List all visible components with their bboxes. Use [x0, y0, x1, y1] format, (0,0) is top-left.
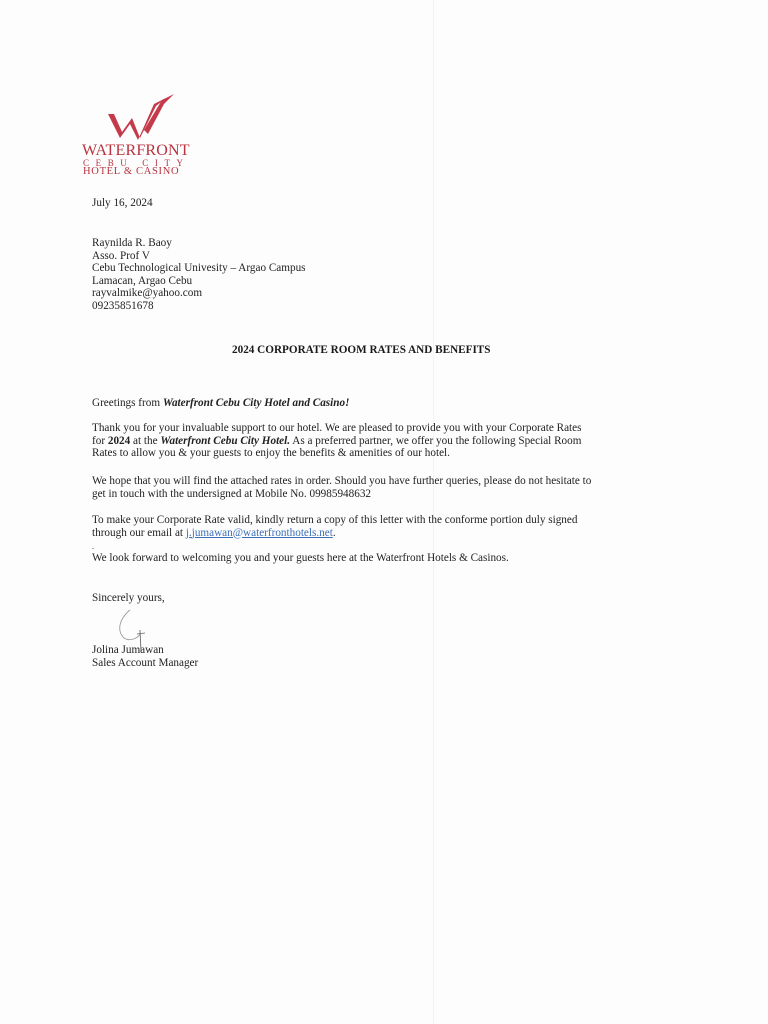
recipient-email: rayvalmike@yahoo.com	[92, 287, 203, 299]
recipient-address: Lamacan, Argao Cebu	[92, 274, 193, 287]
greeting-hotel-name: Waterfront Cebu City Hotel and Casino!	[162, 397, 350, 409]
letter-subject: 2024 CORPORATE ROOM RATES AND BENEFITS	[232, 344, 491, 356]
paragraph-queries	[92, 475, 692, 500]
greeting-paragraph	[92, 397, 692, 410]
stray-mark: .	[92, 542, 94, 551]
logo-cebu-city-text: CEBU CITY	[83, 158, 190, 168]
paragraph-thank-you	[92, 422, 692, 460]
text-span: As a preferred partner, we offer you the following Special Room	[290, 434, 582, 447]
paragraph-line: To make your Corporate Rate valid, kindly return a copy of this letter with the conforme portion duly signed	[92, 514, 578, 526]
letter-date: July 16, 2024	[92, 197, 153, 209]
recipient-title: Asso. Prof V	[92, 249, 150, 262]
paragraph-conforme	[92, 514, 692, 539]
scan-fold-line	[433, 0, 434, 1024]
signer-block	[92, 644, 692, 669]
paragraph-line: Rates to allow you & your guests to enjoy the benefits & amenities of our hotel.	[92, 447, 450, 459]
paragraph-line: We hope that you will find the attached rates in order. Should you have further queries, please do not hesitate to	[92, 475, 592, 487]
recipient-name: Raynilda R. Baoy	[92, 237, 172, 249]
signer-name: Jolina Jumawan	[92, 644, 164, 656]
rate-year: 2024	[107, 434, 131, 447]
recipient-institution: Cebu Technological Univesity – Argao Campus	[92, 262, 306, 274]
logo-hotel-casino-text: HOTEL & CASINO	[83, 166, 180, 177]
signer-title: Sales Account Manager	[92, 656, 199, 669]
greeting-prefix: Greetings from	[92, 397, 163, 409]
paragraph-line: Thank you for your invaluable support to our hotel. We are pleased to provide you with your Corporate Rates	[92, 422, 582, 434]
waterfront-w-logo-icon	[104, 94, 184, 144]
paragraph-line	[92, 435, 692, 448]
letter-closing: Sincerely yours,	[92, 592, 165, 604]
text-span: for	[92, 434, 108, 447]
hotel-logo	[82, 94, 202, 184]
recipient-phone: 09235851678	[92, 299, 154, 312]
contact-email-link[interactable]: j.jumawan@waterfronthotels.net	[185, 526, 333, 539]
hotel-name-inline: Waterfront Cebu City Hotel.	[160, 434, 291, 447]
paragraph-line	[92, 527, 692, 540]
text-span: through our email at	[92, 526, 186, 539]
recipient-address-block	[92, 237, 306, 312]
text-span: .	[332, 526, 336, 539]
paragraph-welcome: We look forward to welcoming you and your guests here at the Waterfront Hotels & Casinos.	[92, 552, 509, 564]
paragraph-line: get in touch with the undersigned at Mobile No. 09985948632	[92, 487, 372, 500]
text-span: at the	[130, 434, 161, 447]
logo-waterfront-text: WATERFRONT	[82, 142, 190, 159]
